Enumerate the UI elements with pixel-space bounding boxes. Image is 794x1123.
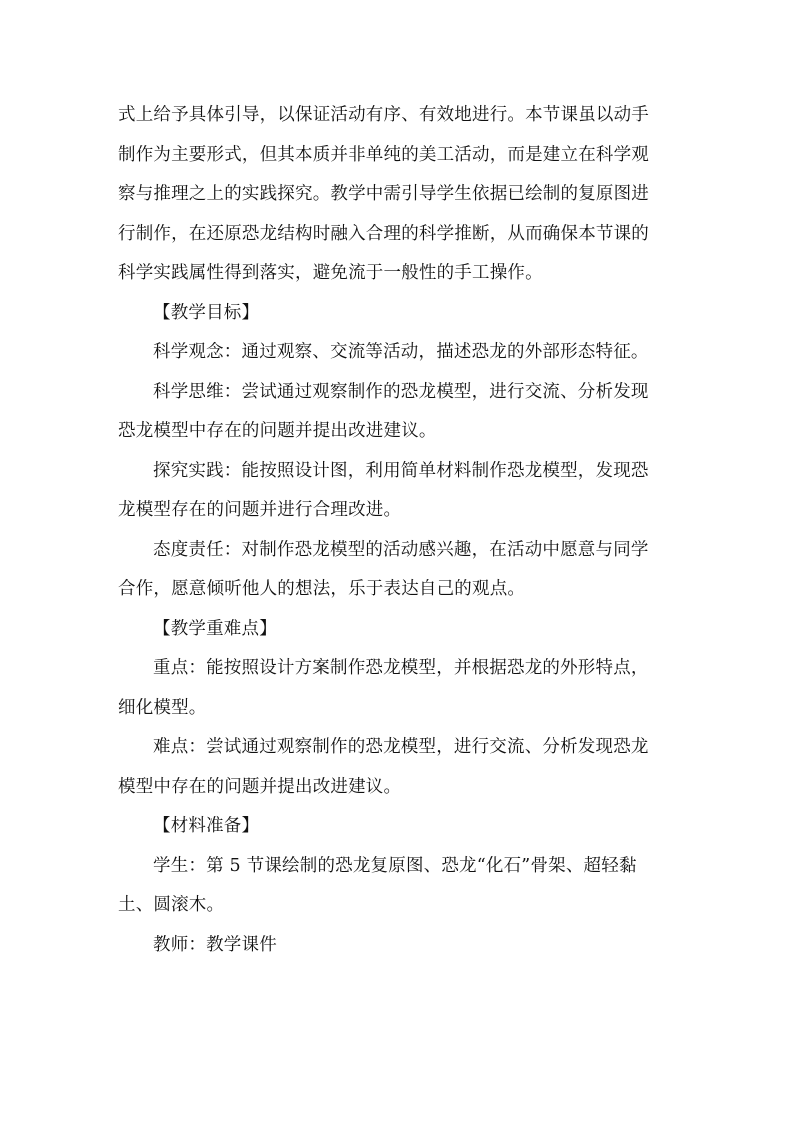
paragraph-line: 土、圆滚木。 bbox=[118, 895, 225, 915]
intro-line: 制作为主要形式，但其本质并非单纯的美工活动，而是建立在科学观 bbox=[118, 144, 649, 165]
paragraph-line: 难点：尝试通过观察制作的恐龙模型，进行交流、分析发现恐龙 bbox=[153, 737, 649, 757]
paragraph-line: 龙模型存在的问题并进行合理改进。 bbox=[118, 500, 402, 520]
paragraph-line: 模型中存在的问题并提出改进建议。 bbox=[118, 776, 402, 797]
paragraph-line: 合作，愿意倾听他人的想法，乐于表达自己的观点。 bbox=[118, 579, 526, 599]
paragraph-line: 教师：教学课件 bbox=[153, 934, 277, 955]
paragraph-line: 科学思维：尝试通过观察制作的恐龙模型，进行交流、分析发现 bbox=[153, 381, 649, 402]
paragraph-line: 态度责任：对制作恐龙模型的活动感兴趣，在活动中愿意与同学 bbox=[153, 539, 649, 560]
goal-item-science-concept bbox=[118, 333, 678, 373]
keypoint-item-focus bbox=[118, 649, 678, 728]
section-heading-keypoints: 【教学重难点】 bbox=[153, 618, 277, 639]
intro-line: 行制作，在还原恐龙结构时融入合理的科学推断，从而确保本节课的 bbox=[118, 223, 649, 244]
paragraph-line: 科学观念：通过观察、交流等活动，描述恐龙的外部形态特征。 bbox=[153, 342, 649, 362]
document-body bbox=[118, 96, 678, 965]
goal-item-attitude bbox=[118, 531, 678, 610]
goal-item-inquiry-practice bbox=[118, 452, 678, 531]
paragraph-line: 恐龙模型中存在的问题并提出改进建议。 bbox=[118, 421, 437, 441]
paragraph-line: 学生：第 5 节课绘制的恐龙复原图、恐龙“化石”骨架、超轻黏 bbox=[153, 855, 637, 876]
section-heading-goals: 【教学目标】 bbox=[153, 302, 260, 323]
section-heading-materials: 【材料准备】 bbox=[153, 816, 260, 836]
intro-paragraph bbox=[118, 96, 678, 294]
intro-line: 察与推理之上的实践探究。教学中需引导学生依据已绘制的复原图进 bbox=[118, 184, 649, 204]
materials-item-teacher bbox=[118, 926, 678, 966]
keypoint-item-difficulty bbox=[118, 728, 678, 807]
paragraph-line: 探究实践：能按照设计图，利用简单材料制作恐龙模型，发现恐 bbox=[153, 460, 649, 481]
paragraph-line: 重点：能按照设计方案制作恐龙模型，并根据恐龙的外形特点， bbox=[153, 658, 649, 678]
materials-item-students bbox=[118, 847, 678, 926]
paragraph-line: 细化模型。 bbox=[118, 697, 207, 718]
goal-item-science-thinking bbox=[118, 373, 678, 452]
intro-line: 式上给予具体引导，以保证活动有序、有效地进行。本节课虽以动手 bbox=[118, 105, 649, 125]
intro-line: 科学实践属性得到落实，避免流于一般性的手工操作。 bbox=[118, 263, 543, 283]
